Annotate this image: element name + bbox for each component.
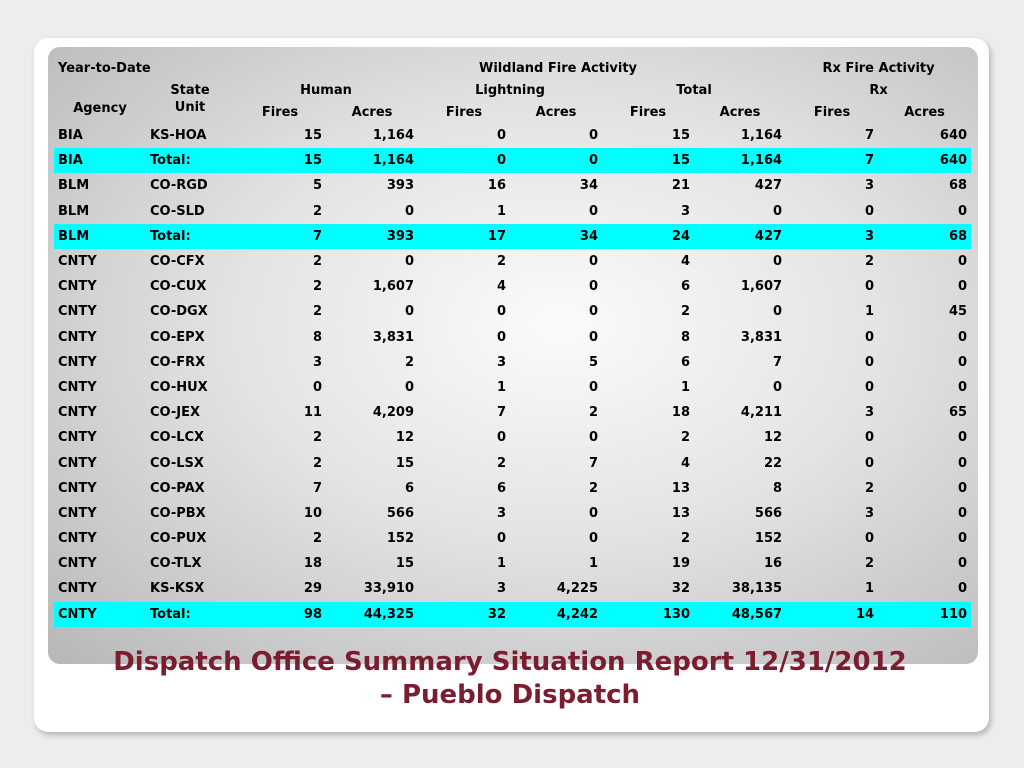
human-fires-cell: 5 [312,178,323,194]
unit-cell: CO-CUX [150,279,207,295]
unit-cell: CO-TLX [150,556,202,572]
rx-fires-cell: 0 [865,455,875,471]
lightning-acres-cell: 0 [588,430,599,446]
table-row [54,375,971,400]
header-row-1 [54,57,971,79]
agency-cell: CNTY [58,480,97,496]
total-acres-cell: 0 [773,203,783,219]
rx-fires-cell: 3 [865,178,875,194]
human-acres-cell: 0 [404,203,415,219]
total-fires-cell: 6 [680,279,691,295]
human-fires-cell: 2 [312,531,323,547]
table-total-row [54,602,971,627]
rx-header: Rx [869,82,888,98]
total-acres-cell: 16 [763,556,783,572]
lightning-acres-cell: 0 [588,279,599,295]
lightning-fires-cell: 0 [418,148,510,173]
human-acres-cell: 33,910 [363,581,415,597]
total-fires-cell: 2 [680,304,691,320]
total-acres-label: Acres [719,104,761,120]
agency-cell: CNTY [58,581,97,597]
total-fires-cell: 15 [671,128,691,144]
human-acres-cell: 2 [404,354,415,370]
report-title-line-2: – Pueblo Dispatch [379,680,641,710]
report-title [40,646,980,712]
unit-cell: Total: [146,148,234,173]
agency-cell: CNTY [58,505,97,521]
lightning-header: Lightning [475,82,545,98]
table-row [54,425,971,450]
table-row [54,526,971,551]
table-row [54,501,971,526]
rx-acres-label: Acres [904,104,945,120]
human-fires-cell: 0 [312,379,323,395]
total-acres-cell: 4,211 [740,405,783,421]
total-acres-cell: 566 [754,505,783,521]
lightning-acres-cell: 0 [588,505,599,521]
rx-fires-cell: 0 [865,430,875,446]
table-row [54,350,971,375]
total-fires-cell: 13 [671,480,691,496]
total-acres-cell: 22 [763,455,783,471]
rx-acres-cell: 65 [948,405,968,421]
rx-acres-cell: 0 [958,430,968,446]
unit-cell: CO-LSX [150,455,204,471]
human-acres-cell: 152 [386,531,415,547]
state-label: State [170,82,210,98]
table-row [54,551,971,576]
unit-cell: KS-HOA [150,128,207,144]
total-acres-cell: 1,164 [694,148,786,173]
total-acres-cell: 427 [754,178,783,194]
total-acres-cell: 12 [763,430,783,446]
total-fires-cell: 1 [680,379,691,395]
total-fires-cell: 4 [680,455,691,471]
agency-cell: BLM [58,178,90,194]
table-row [54,173,971,198]
total-fires-cell: 2 [680,430,691,446]
rx-acres-cell: 0 [958,203,968,219]
human-fires-cell: 2 [312,455,323,471]
lightning-acres-cell: 34 [510,224,602,249]
lightning-fires-cell: 2 [496,455,507,471]
total-fires-cell: 13 [671,505,691,521]
rx-acres-cell: 0 [958,556,968,572]
total-fires-cell: 2 [680,531,691,547]
human-acres-cell: 6 [404,480,415,496]
lightning-fires-label: Fires [445,104,483,120]
human-fires-cell: 2 [312,279,323,295]
total-acres-cell: 152 [754,531,783,547]
human-fires-cell: 3 [312,354,323,370]
unit-cell: CO-EPX [150,329,205,345]
total-acres-cell: 0 [773,304,783,320]
rx-fires-cell: 7 [786,148,878,173]
total-fires-cell: 15 [602,148,694,173]
total-fires-cell: 19 [671,556,691,572]
rx-acres-cell: 68 [878,224,971,249]
human-acres-cell: 0 [404,254,415,270]
report-title-line-1: Dispatch Office Summary Situation Report 12/31/2012 [113,647,907,677]
table-row [54,450,971,475]
human-acres-cell: 15 [395,556,415,572]
lightning-acres-cell: 0 [588,254,599,270]
human-fires-cell: 8 [312,329,323,345]
human-acres-cell: 1,607 [372,279,415,295]
unit-cell: CO-DGX [150,304,208,320]
lightning-acres-label: Acres [535,104,577,120]
agency-cell: CNTY [58,455,97,471]
unit-cell: CO-PBX [150,505,206,521]
rx-fires-cell: 3 [786,224,878,249]
agency-cell: CNTY [58,405,97,421]
rx-acres-cell: 0 [958,279,968,295]
unit-label: Unit [174,99,206,115]
lightning-fires-cell: 0 [496,430,507,446]
table-row [54,199,971,224]
table-row [54,400,971,425]
rx-acres-cell: 0 [958,379,968,395]
rx-acres-cell: 640 [939,128,968,144]
total-acres-cell: 0 [773,379,783,395]
agency-cell: CNTY [58,329,97,345]
lightning-fires-cell: 4 [496,279,507,295]
total-acres-cell: 48,567 [694,602,786,627]
human-fires-cell: 29 [303,581,323,597]
human-header: Human [300,82,352,98]
total-header: Total [676,82,712,98]
fire-activity-table [54,57,971,627]
total-fires-cell: 32 [671,581,691,597]
lightning-fires-cell: 1 [496,203,507,219]
agency-cell: CNTY [58,279,97,295]
total-acres-cell: 7 [773,354,783,370]
lightning-acres-cell: 7 [588,455,599,471]
lightning-acres-cell: 0 [510,148,602,173]
lightning-acres-cell: 4,225 [556,581,599,597]
lightning-acres-cell: 5 [588,354,599,370]
total-fires-cell: 130 [602,602,694,627]
human-acres-cell: 393 [326,224,418,249]
human-acres-cell: 393 [386,178,415,194]
lightning-fires-cell: 0 [496,304,507,320]
lightning-acres-cell: 2 [588,405,599,421]
total-fires-cell: 3 [680,203,691,219]
lightning-acres-cell: 0 [588,203,599,219]
lightning-acres-cell: 0 [588,128,599,144]
lightning-acres-cell: 0 [588,531,599,547]
agency-cell: CNTY [58,556,97,572]
total-fires-cell: 8 [680,329,691,345]
total-fires-cell: 24 [602,224,694,249]
rx-fires-cell: 0 [865,354,875,370]
unit-cell: CO-SLD [150,203,205,219]
agency-cell: CNTY [58,531,97,547]
total-fires-cell: 6 [680,354,691,370]
rx-fires-cell: 7 [865,128,875,144]
unit-cell: CO-CFX [150,254,205,270]
rx-acres-cell: 0 [958,455,968,471]
rx-fires-cell: 0 [865,531,875,547]
total-acres-cell: 0 [773,254,783,270]
lightning-fires-cell: 0 [496,531,507,547]
table-row [54,249,971,274]
human-fires-cell: 7 [234,224,326,249]
rx-activity-header: Rx Fire Activity [822,60,935,76]
total-fires-label: Fires [629,104,667,120]
human-fires-cell: 98 [234,602,326,627]
rx-fires-cell: 0 [865,279,875,295]
rx-fires-cell: 2 [865,480,875,496]
human-acres-cell: 44,325 [326,602,418,627]
table-total-row [54,224,971,249]
lightning-fires-cell: 7 [496,405,507,421]
lightning-acres-cell: 0 [588,304,599,320]
human-acres-cell: 3,831 [372,329,415,345]
total-acres-cell: 3,831 [740,329,783,345]
rx-fires-cell: 2 [865,254,875,270]
total-fires-cell: 4 [680,254,691,270]
rx-acres-cell: 0 [958,354,968,370]
table-row [54,576,971,601]
agency-cell: CNTY [58,354,97,370]
lightning-fires-cell: 0 [496,329,507,345]
table-row [54,299,971,324]
total-acres-cell: 1,607 [740,279,783,295]
human-fires-cell: 15 [303,128,323,144]
unit-cell: CO-LCX [150,430,205,446]
human-acres-label: Acres [351,104,393,120]
wildland-header: Wildland Fire Activity [479,60,638,76]
human-fires-cell: 2 [312,254,323,270]
unit-cell: CO-RGD [150,178,208,194]
human-acres-cell: 1,164 [326,148,418,173]
rx-fires-cell: 3 [865,505,875,521]
human-fires-cell: 7 [312,480,323,496]
human-fires-label: Fires [261,104,299,120]
lightning-fires-cell: 16 [487,178,507,194]
header-row-3 [54,101,971,123]
agency-cell: BIA [58,128,83,144]
agency-cell: CNTY [58,379,97,395]
unit-cell: CO-JEX [150,405,200,421]
total-acres-cell: 427 [694,224,786,249]
agency-cell: BLM [58,203,90,219]
rx-acres-cell: 0 [958,480,968,496]
rx-acres-cell: 0 [958,581,968,597]
rx-fires-label: Fires [813,104,851,120]
total-acres-cell: 38,135 [731,581,783,597]
rx-fires-cell: 1 [865,304,875,320]
rx-fires-cell: 0 [865,329,875,345]
agency-label: Agency [73,100,127,116]
total-fires-cell: 21 [671,178,691,194]
agency-cell: CNTY [54,602,146,627]
lightning-fires-cell: 1 [496,556,507,572]
human-acres-cell: 12 [395,430,415,446]
human-acres-cell: 0 [404,304,415,320]
lightning-acres-cell: 34 [579,178,599,194]
rx-acres-cell: 0 [958,531,968,547]
human-acres-cell: 0 [404,379,415,395]
lightning-acres-cell: 4,242 [510,602,602,627]
rx-fires-cell: 1 [865,581,875,597]
table-row [54,325,971,350]
lightning-acres-cell: 0 [588,379,599,395]
lightning-fires-cell: 3 [496,505,507,521]
table-row [54,274,971,299]
lightning-fires-cell: 32 [418,602,510,627]
rx-acres-cell: 0 [958,505,968,521]
rx-acres-cell: 68 [948,178,968,194]
unit-cell: CO-HUX [150,379,208,395]
rx-fires-cell: 0 [865,203,875,219]
human-fires-cell: 2 [312,304,323,320]
rx-fires-cell: 3 [865,405,875,421]
unit-cell: Total: [146,224,234,249]
lightning-fires-cell: 0 [496,128,507,144]
total-acres-cell: 1,164 [740,128,783,144]
lightning-fires-cell: 3 [496,581,507,597]
human-fires-cell: 2 [312,203,323,219]
lightning-fires-cell: 2 [496,254,507,270]
table-row [54,123,971,148]
lightning-fires-cell: 3 [496,354,507,370]
unit-cell: KS-KSX [150,581,205,597]
rx-acres-cell: 0 [958,254,968,270]
agency-cell: CNTY [58,430,97,446]
agency-cell: CNTY [58,304,97,320]
human-fires-cell: 2 [312,430,323,446]
human-acres-cell: 566 [386,505,415,521]
rx-fires-cell: 0 [865,379,875,395]
human-acres-cell: 15 [395,455,415,471]
rx-fires-cell: 2 [865,556,875,572]
rx-acres-cell: 640 [878,148,971,173]
lightning-fires-cell: 6 [496,480,507,496]
lightning-fires-cell: 1 [496,379,507,395]
rx-fires-cell: 14 [786,602,878,627]
table-total-row [54,148,971,173]
human-fires-cell: 15 [234,148,326,173]
report-panel [48,47,978,664]
rx-acres-cell: 110 [878,602,971,627]
lightning-acres-cell: 0 [588,329,599,345]
total-fires-cell: 18 [671,405,691,421]
human-fires-cell: 11 [303,405,323,421]
human-fires-cell: 18 [303,556,323,572]
rx-acres-cell: 0 [958,329,968,345]
rx-acres-cell: 45 [948,304,968,320]
table-row [54,476,971,501]
lightning-acres-cell: 2 [588,480,599,496]
lightning-acres-cell: 1 [588,556,599,572]
unit-cell: Total: [146,602,234,627]
year-to-date-label: Year-to-Date [58,60,151,76]
human-fires-cell: 10 [303,505,323,521]
unit-cell: CO-PUX [150,531,207,547]
agency-cell: BLM [54,224,146,249]
unit-cell: CO-PAX [150,480,205,496]
human-acres-cell: 4,209 [372,405,415,421]
unit-cell: CO-FRX [150,354,206,370]
human-acres-cell: 1,164 [372,128,415,144]
agency-cell: BIA [54,148,146,173]
agency-cell: CNTY [58,254,97,270]
lightning-fires-cell: 17 [418,224,510,249]
total-acres-cell: 8 [773,480,783,496]
